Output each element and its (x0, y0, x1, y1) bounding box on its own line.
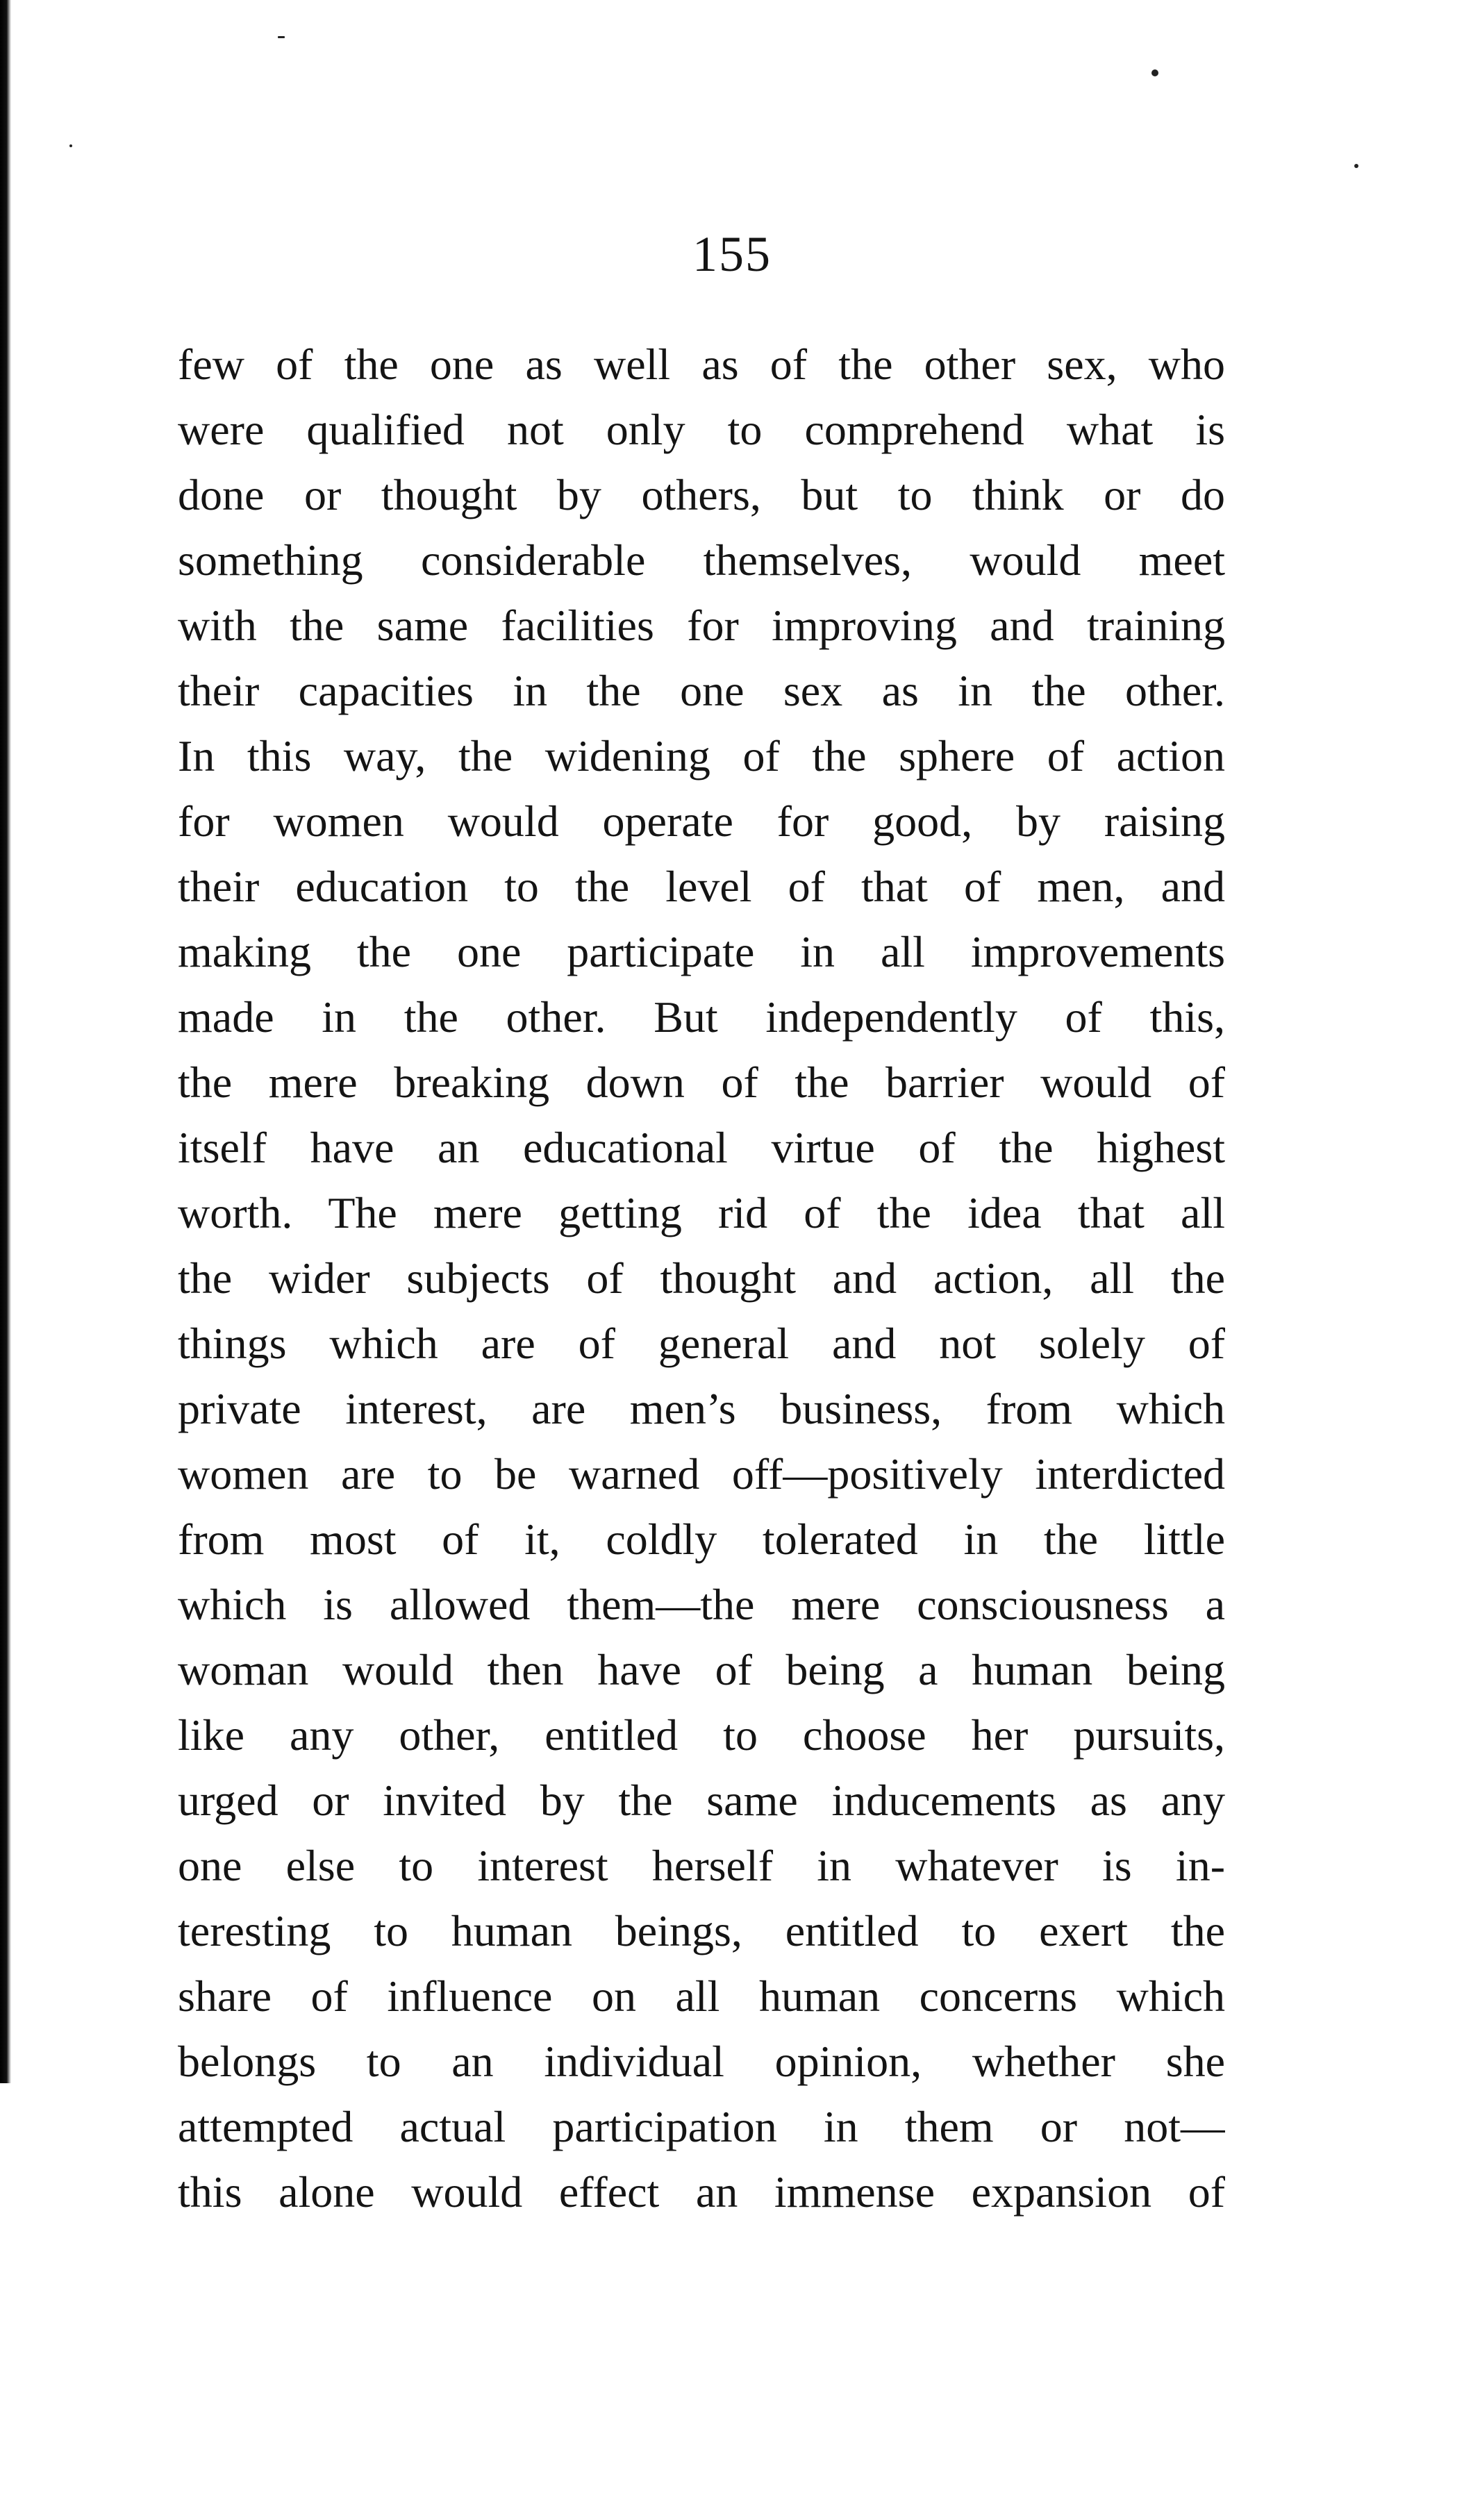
binding-edge (0, 0, 11, 2083)
text-line: woman would then have of being a human being (178, 1645, 1225, 1694)
text-line: this alone would effect an immense expansion of (178, 2167, 1225, 2217)
text-line: with the same facilities for improving and training (178, 601, 1225, 650)
text-line: their capacities in the one sex as in the other. (178, 666, 1225, 715)
text-line: were qualified not only to comprehend what is (178, 405, 1225, 454)
text-line: made in the other. But independently of this, (178, 992, 1225, 1042)
text-line: share of influence on all human concerns which (178, 1971, 1225, 2021)
text-line: things which are of general and not solely of (178, 1319, 1225, 1368)
text-line: the wider subjects of thought and action, all the (178, 1253, 1225, 1303)
text-line: itself have an educational virtue of the highest (178, 1123, 1225, 1172)
text-line: something considerable themselves, would meet (178, 535, 1225, 585)
ink-speck (1354, 164, 1358, 168)
text-line: worth. The mere getting rid of the idea that all (178, 1188, 1225, 1237)
text-line: women are to be warned off—positively interdicted (178, 1449, 1225, 1499)
text-line: urged or invited by the same inducements as any (178, 1776, 1225, 1825)
text-line: making the one participate in all improvements (178, 927, 1225, 976)
text-line: from most of it, coldly tolerated in the little (178, 1514, 1225, 1564)
ink-speck (69, 144, 72, 147)
text-line: for women would operate for good, by raising (178, 796, 1225, 846)
text-line: teresting to human beings, entitled to exert the (178, 1906, 1225, 1955)
ink-speck (1151, 69, 1158, 76)
body-text (178, 332, 1225, 2225)
page-number: 155 (692, 226, 772, 282)
text-line: the mere breaking down of the barrier would of (178, 1058, 1225, 1107)
text-line: their education to the level of that of men, and (178, 862, 1225, 911)
text-line: private interest, are men’s business, from which (178, 1384, 1225, 1433)
text-line: In this way, the widening of the sphere of action (178, 731, 1225, 781)
text-line: attempted actual participation in them or not— (178, 2102, 1225, 2151)
text-line: done or thought by others, but to think or do (178, 470, 1225, 519)
ink-speck (278, 36, 285, 38)
text-line: one else to interest herself in whatever is in- (178, 1841, 1225, 1890)
text-line: belongs to an individual opinion, whether she (178, 2037, 1225, 2086)
text-line: which is allowed them—the mere consciousness a (178, 1580, 1225, 1629)
text-line: few of the one as well as of the other sex, who (178, 340, 1225, 389)
text-line: like any other, entitled to choose her pursuits, (178, 1710, 1225, 1760)
